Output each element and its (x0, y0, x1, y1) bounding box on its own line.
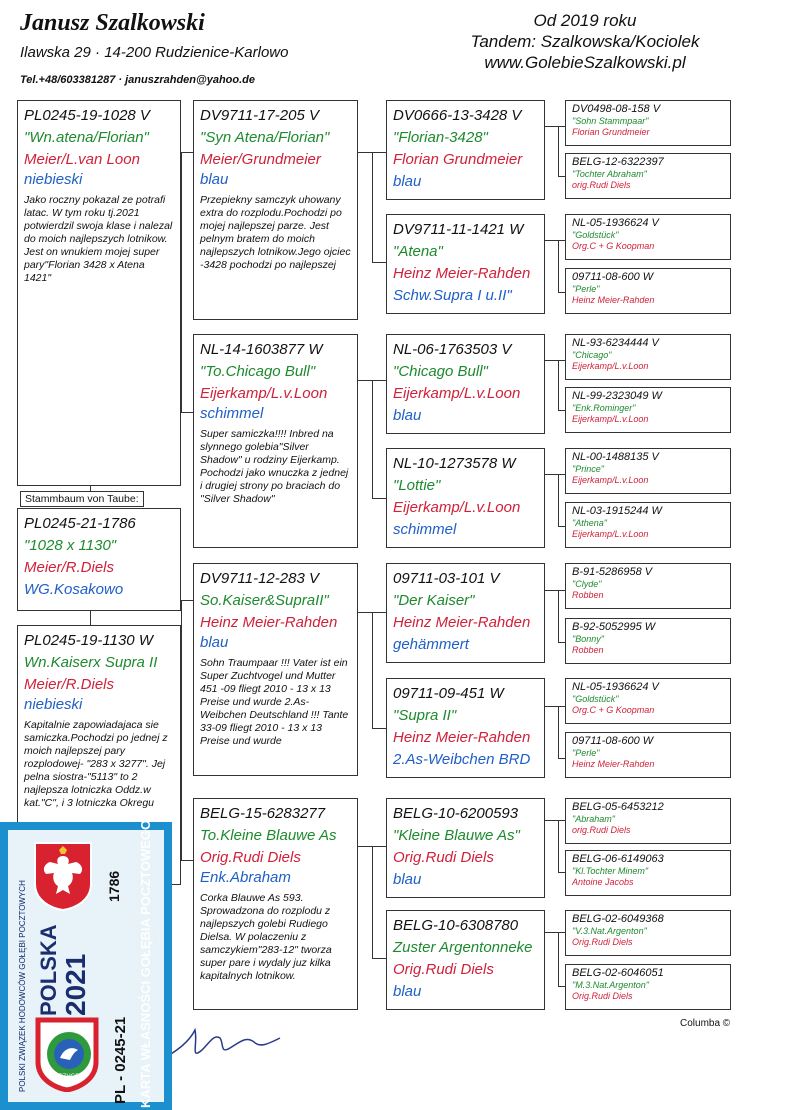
g4-ring: NL-05-1936624 V (572, 681, 659, 693)
ggp-breeder: Heinz Meier-Rahden (393, 729, 531, 746)
g4-card[interactable] (565, 214, 731, 260)
grandparent-color: Enk.Abraham (200, 869, 291, 886)
g4-card[interactable] (565, 153, 731, 199)
ggp-ring: 09711-03-101 V (393, 570, 500, 587)
g4-breeder: Eijerkamp/L.v.Loon (572, 361, 649, 371)
connector (545, 706, 565, 707)
card-title: KARTA WŁASNOŚCI GOŁĘBIA POCZTOWEGO (138, 819, 153, 1108)
connector (558, 292, 565, 293)
subject-ring: PL0245-21-1786 (24, 515, 136, 532)
grandparent-color: blau (200, 171, 229, 188)
grandparent-name: "To.Chicago Bull" (200, 363, 316, 380)
g4-ring: NL-03-1915244 W (572, 505, 662, 517)
g4-breeder: orig.Rudi Diels (572, 180, 631, 190)
connector (558, 360, 559, 410)
great-grandparent-card[interactable] (386, 798, 545, 898)
connector (558, 240, 559, 292)
connector (181, 860, 193, 861)
ggp-ring: DV0666-13-3428 V (393, 107, 522, 124)
ggp-name: "Kleine Blauwe As" (393, 827, 520, 844)
g4-name: "M.3.Nat.Argenton" (572, 980, 649, 990)
dam-ring: PL0245-19-1130 W (24, 632, 153, 649)
g4-card[interactable] (565, 910, 731, 956)
card-country: POLSKA (36, 924, 61, 1016)
ownership-card (0, 819, 172, 1110)
ggp-ring: NL-06-1763503 V (393, 341, 512, 358)
g4-name: "Goldstück" (572, 230, 619, 240)
connector (545, 360, 565, 361)
connector (545, 474, 565, 475)
connector (181, 600, 182, 860)
connector (90, 609, 91, 625)
grandparent-ring: BELG-15-6283277 (200, 805, 326, 822)
grandparent-note: Corka Blauwe As 593. Sprowadzona do rozplodu z najlepszych golebi Rudiego Dielsa. W polaczeniu z samczykiem"283-12" tworza super pare i wydaly juz kilka kapitalnych lotnikow. (200, 892, 332, 982)
great-grandparent-card[interactable] (386, 100, 545, 200)
connector (558, 590, 559, 642)
card-ring-short: 1786 (106, 870, 122, 902)
g4-ring: B-92-5052995 W (572, 621, 656, 633)
grandparent-note: Super samiczka!!!! Inbred na slynnego golebia"Silver Shadow" u rodziny Eijerkamp. Pochodzi jako wnuczka z jednej i drugiej strony po braciach do "Silver Shadow" (200, 428, 349, 505)
grandparent-color: schimmel (200, 405, 264, 422)
grandparent-card[interactable] (193, 563, 358, 776)
connector (372, 612, 373, 728)
g4-ring: NL-05-1936624 V (572, 217, 659, 229)
ggp-color: blau (393, 983, 422, 1000)
connector (558, 872, 565, 873)
connector (545, 126, 565, 127)
ggp-ring: BELG-10-6200593 (393, 805, 519, 822)
ggp-color: gehämmert (393, 636, 469, 653)
grandparent-breeder: Heinz Meier-Rahden (200, 614, 338, 631)
ggp-color: Schw.Supra I u.II" (393, 287, 512, 304)
ggp-name: "Chicago Bull" (393, 363, 488, 380)
connector (372, 846, 373, 958)
connector (558, 986, 565, 987)
ggp-breeder: Florian Grundmeier (393, 151, 523, 168)
grandparent-breeder: Eijerkamp/L.v.Loon (200, 385, 328, 402)
g4-breeder: orig.Rudi Diels (572, 825, 631, 835)
ggp-name: "Lottie" (393, 477, 441, 494)
connector (545, 240, 565, 241)
connector (372, 380, 373, 498)
g4-card[interactable] (565, 798, 731, 844)
connector (181, 412, 193, 413)
dam-breeder: Meier/R.Diels (24, 676, 115, 693)
grandparent-ring: DV9711-17-205 V (200, 107, 319, 124)
great-grandparent-card[interactable] (386, 910, 545, 1010)
ggp-breeder: Eijerkamp/L.v.Loon (393, 385, 521, 402)
g4-breeder: Eijerkamp/L.v.Loon (572, 414, 649, 424)
connector (558, 526, 565, 527)
columba-credit: Columba © (680, 1018, 731, 1029)
great-grandparent-card[interactable] (386, 334, 545, 434)
card-ring: PL - 0245-21 (112, 1016, 129, 1104)
great-grandparent-card[interactable] (386, 563, 545, 663)
g4-breeder: Orig.Rudi Diels (572, 991, 633, 1001)
dam-name: Wn.Kaiserx Supra II (24, 654, 158, 671)
connector (558, 474, 559, 526)
g4-name: "Perle" (572, 748, 600, 758)
connector (558, 410, 565, 411)
g4-ring: 09711-08-600 W (572, 735, 654, 747)
tandem-text: Tandem: Szalkowska/Kociolek (470, 32, 700, 51)
g4-card[interactable] (565, 502, 731, 548)
g4-card[interactable] (565, 334, 731, 380)
g4-card[interactable] (565, 618, 731, 664)
g4-ring: B-91-5286958 V (572, 566, 653, 578)
ggp-color: blau (393, 407, 422, 424)
g4-breeder: Orig.Rudi Diels (572, 937, 633, 947)
sire-color: niebieski (24, 171, 83, 188)
ggp-breeder: Heinz Meier-Rahden (393, 614, 531, 631)
g4-ring: NL-99-2323049 W (572, 390, 662, 402)
breeder-name: Janusz Szalkowski (20, 10, 205, 36)
subject-card[interactable] (17, 508, 181, 611)
ggp-breeder: Eijerkamp/L.v.Loon (393, 499, 521, 516)
connector (181, 152, 193, 153)
g4-breeder: Florian Grundmeier (572, 127, 650, 137)
ggp-color: schimmel (393, 521, 457, 538)
connector (545, 820, 565, 821)
grandparent-name: To.Kleine Blauwe As (200, 827, 337, 844)
since-text: Od 2019 roku (533, 11, 637, 30)
ggp-ring: NL-10-1273578 W (393, 455, 516, 472)
subject-color: WG.Kosakowo (24, 581, 124, 598)
g4-name: "Enk.Rominger" (572, 403, 636, 413)
ggp-color: 2.As-Weibchen BRD (393, 751, 531, 768)
subject-name: "1028 x 1130" (24, 537, 117, 554)
ggp-color: blau (393, 871, 422, 888)
breeder-contact: Tel.+48/603381287 · januszrahden@yahoo.de (20, 74, 256, 86)
g4-name: "Athena" (572, 518, 607, 528)
ggp-name: "Florian-3428" (393, 129, 488, 146)
g4-name: "Abraham" (572, 814, 615, 824)
ggp-ring: 09711-09-451 W (393, 685, 504, 702)
g4-card[interactable] (565, 448, 731, 494)
g4-breeder: Heinz Meier-Rahden (572, 295, 655, 305)
connector (181, 600, 193, 601)
grandparent-card[interactable] (193, 100, 358, 320)
ggp-color: blau (393, 173, 422, 190)
connector (558, 820, 559, 872)
dam-note: Kapitalnie zapowiadajaca sie samiczka.Pochodzi po jednej z moich najlepszej pary rozplodowej- "283 x 3277". Jej pelna siostra-"5113" to 2 najlepsza lotniczka Oddz.w kat."C", i 3 lotniczka Okregu (24, 719, 168, 809)
website-link[interactable]: www.GolebieSzalkowski.pl (484, 53, 686, 72)
ggp-ring: BELG-10-6308780 (393, 917, 519, 934)
sire-card[interactable] (17, 100, 181, 486)
g4-name: "V.3.Nat.Argenton" (572, 926, 647, 936)
g4-breeder: Eijerkamp/L.v.Loon (572, 475, 649, 485)
sire-name: "Wn.atena/Florian" (24, 129, 149, 146)
g4-card[interactable] (565, 964, 731, 1010)
g4-ring: BELG-02-6049368 (572, 913, 664, 925)
connector (558, 932, 559, 986)
g4-breeder: Eijerkamp/L.v.Loon (572, 529, 649, 539)
g4-breeder: Org.C + G Koopman (572, 705, 655, 715)
stammbaum-label: Stammbaum von Taube: (20, 491, 144, 507)
g4-ring: 09711-08-600 W (572, 271, 654, 283)
g4-name: "Kl.Tochter Minem" (572, 866, 649, 876)
ggp-ring: DV9711-11-1421 W (393, 221, 524, 238)
g4-card[interactable] (565, 387, 731, 433)
great-grandparent-card[interactable] (386, 214, 545, 314)
sire-ring: PL0245-19-1028 V (24, 107, 150, 124)
g4-card[interactable] (565, 678, 731, 724)
ggp-breeder: Orig.Rudi Diels (393, 849, 494, 866)
connector (558, 706, 559, 758)
ggp-breeder: Orig.Rudi Diels (393, 961, 494, 978)
g4-ring: BELG-05-6453212 (572, 801, 664, 813)
g4-card[interactable] (565, 563, 731, 609)
connector (558, 176, 565, 177)
connector (558, 642, 565, 643)
ggp-name: "Supra II" (393, 707, 457, 724)
g4-name: "Clyde" (572, 579, 602, 589)
g4-breeder: Robben (572, 590, 604, 600)
grandparent-card[interactable] (193, 798, 358, 1010)
g4-name: "Bonny" (572, 634, 604, 644)
grandparent-name: "Syn Atena/Florian" (200, 129, 330, 146)
grandparent-color: blau (200, 634, 229, 651)
g4-ring: BELG-02-6046051 (572, 967, 664, 979)
sire-breeder: Meier/L.van Loon (24, 151, 140, 168)
g4-card[interactable] (565, 100, 731, 146)
subject-breeder: Meier/R.Diels (24, 559, 115, 576)
grandparent-name: So.Kaiser&SupraII" (200, 592, 329, 609)
grandparent-card[interactable] (193, 334, 358, 548)
grandparent-ring: DV9711-12-283 V (200, 570, 319, 587)
g4-name: "Prince" (572, 464, 604, 474)
breeder-address: Ilawska 29 · 14-200 Rudzienice-Karlowo (20, 44, 289, 61)
dam-color: niebieski (24, 696, 83, 713)
connector (545, 932, 565, 933)
ggp-breeder: Heinz Meier-Rahden (393, 265, 531, 282)
ggp-name: "Der Kaiser" (393, 592, 475, 609)
connector (181, 152, 182, 412)
connector (372, 152, 373, 262)
connector (545, 590, 565, 591)
eagle-emblem-icon (32, 840, 94, 912)
g4-card[interactable] (565, 732, 731, 778)
g4-ring: NL-93-6234444 V (572, 337, 659, 349)
grandparent-breeder: Orig.Rudi Diels (200, 849, 301, 866)
ggp-name: "Atena" (393, 243, 443, 260)
g4-name: "Goldstück" (572, 694, 619, 704)
pzhgp-logo-icon (30, 1014, 104, 1092)
g4-card[interactable] (565, 850, 731, 896)
grandparent-breeder: Meier/Grundmeier (200, 151, 321, 168)
g4-ring: NL-00-1488135 V (572, 451, 659, 463)
great-grandparent-card[interactable] (386, 678, 545, 778)
g4-name: "Tochter Abraham" (572, 169, 647, 179)
g4-breeder: Robben (572, 645, 604, 655)
g4-breeder: Org.C + G Koopman (572, 241, 655, 251)
connector (558, 126, 559, 176)
connector (372, 262, 386, 263)
g4-ring: DV0498-08-158 V (572, 103, 661, 115)
g4-breeder: Heinz Meier-Rahden (572, 759, 655, 769)
union-text: POLSKI ZWIĄZEK HODOWCÓW GOŁĘBI POCZTOWYCH (18, 880, 27, 1092)
g4-ring: BELG-06-6149063 (572, 853, 664, 865)
grandparent-note: Sohn Traumpaar !!! Vater ist ein Super Zuchtvogel und Mutter 451 -09 fliegt 2010 - 13 x 13 Preise und wurde 2.As-Weibchen Deutschland !!! Tante 33-09 fliegt 2010 - 13 x 13 Preise und wurde (200, 657, 349, 747)
sire-note: Jako roczny pokazal ze potrafi latac. W tym roku tj.2021 potwierdzil swoja klase i nalezal do moich najlepszych lotnikow. Jest on wnukiem mojej super pary"Florian 3428 x Atena 1421" (24, 194, 173, 284)
header-right (460, 10, 710, 73)
g4-ring: BELG-12-6322397 (572, 156, 664, 168)
connector (372, 498, 386, 499)
connector (558, 758, 565, 759)
connector (372, 728, 386, 729)
ggp-name: Zuster Argentonneke (393, 939, 533, 956)
g4-name: "Perle" (572, 284, 600, 294)
connector (372, 958, 386, 959)
logo-text: PZHGP (58, 1074, 80, 1080)
g4-card[interactable] (565, 268, 731, 314)
card-year: 2021 (60, 953, 91, 1016)
grandparent-note: Przepiekny samczyk uhowany extra do rozplodu.Pochodzi po mojej najlepszej parze. Jest pelnym bratem do moich najlepszych lotnikow.Jego ojciec -3428 pochodzi po najlepszej (200, 194, 351, 271)
signature-icon (150, 1020, 300, 1070)
g4-name: "Chicago" (572, 350, 612, 360)
grandparent-ring: NL-14-1603877 W (200, 341, 323, 358)
great-grandparent-card[interactable] (386, 448, 545, 548)
g4-breeder: Antoine Jacobs (572, 877, 634, 887)
g4-name: "Sohn Stammpaar" (572, 116, 649, 126)
